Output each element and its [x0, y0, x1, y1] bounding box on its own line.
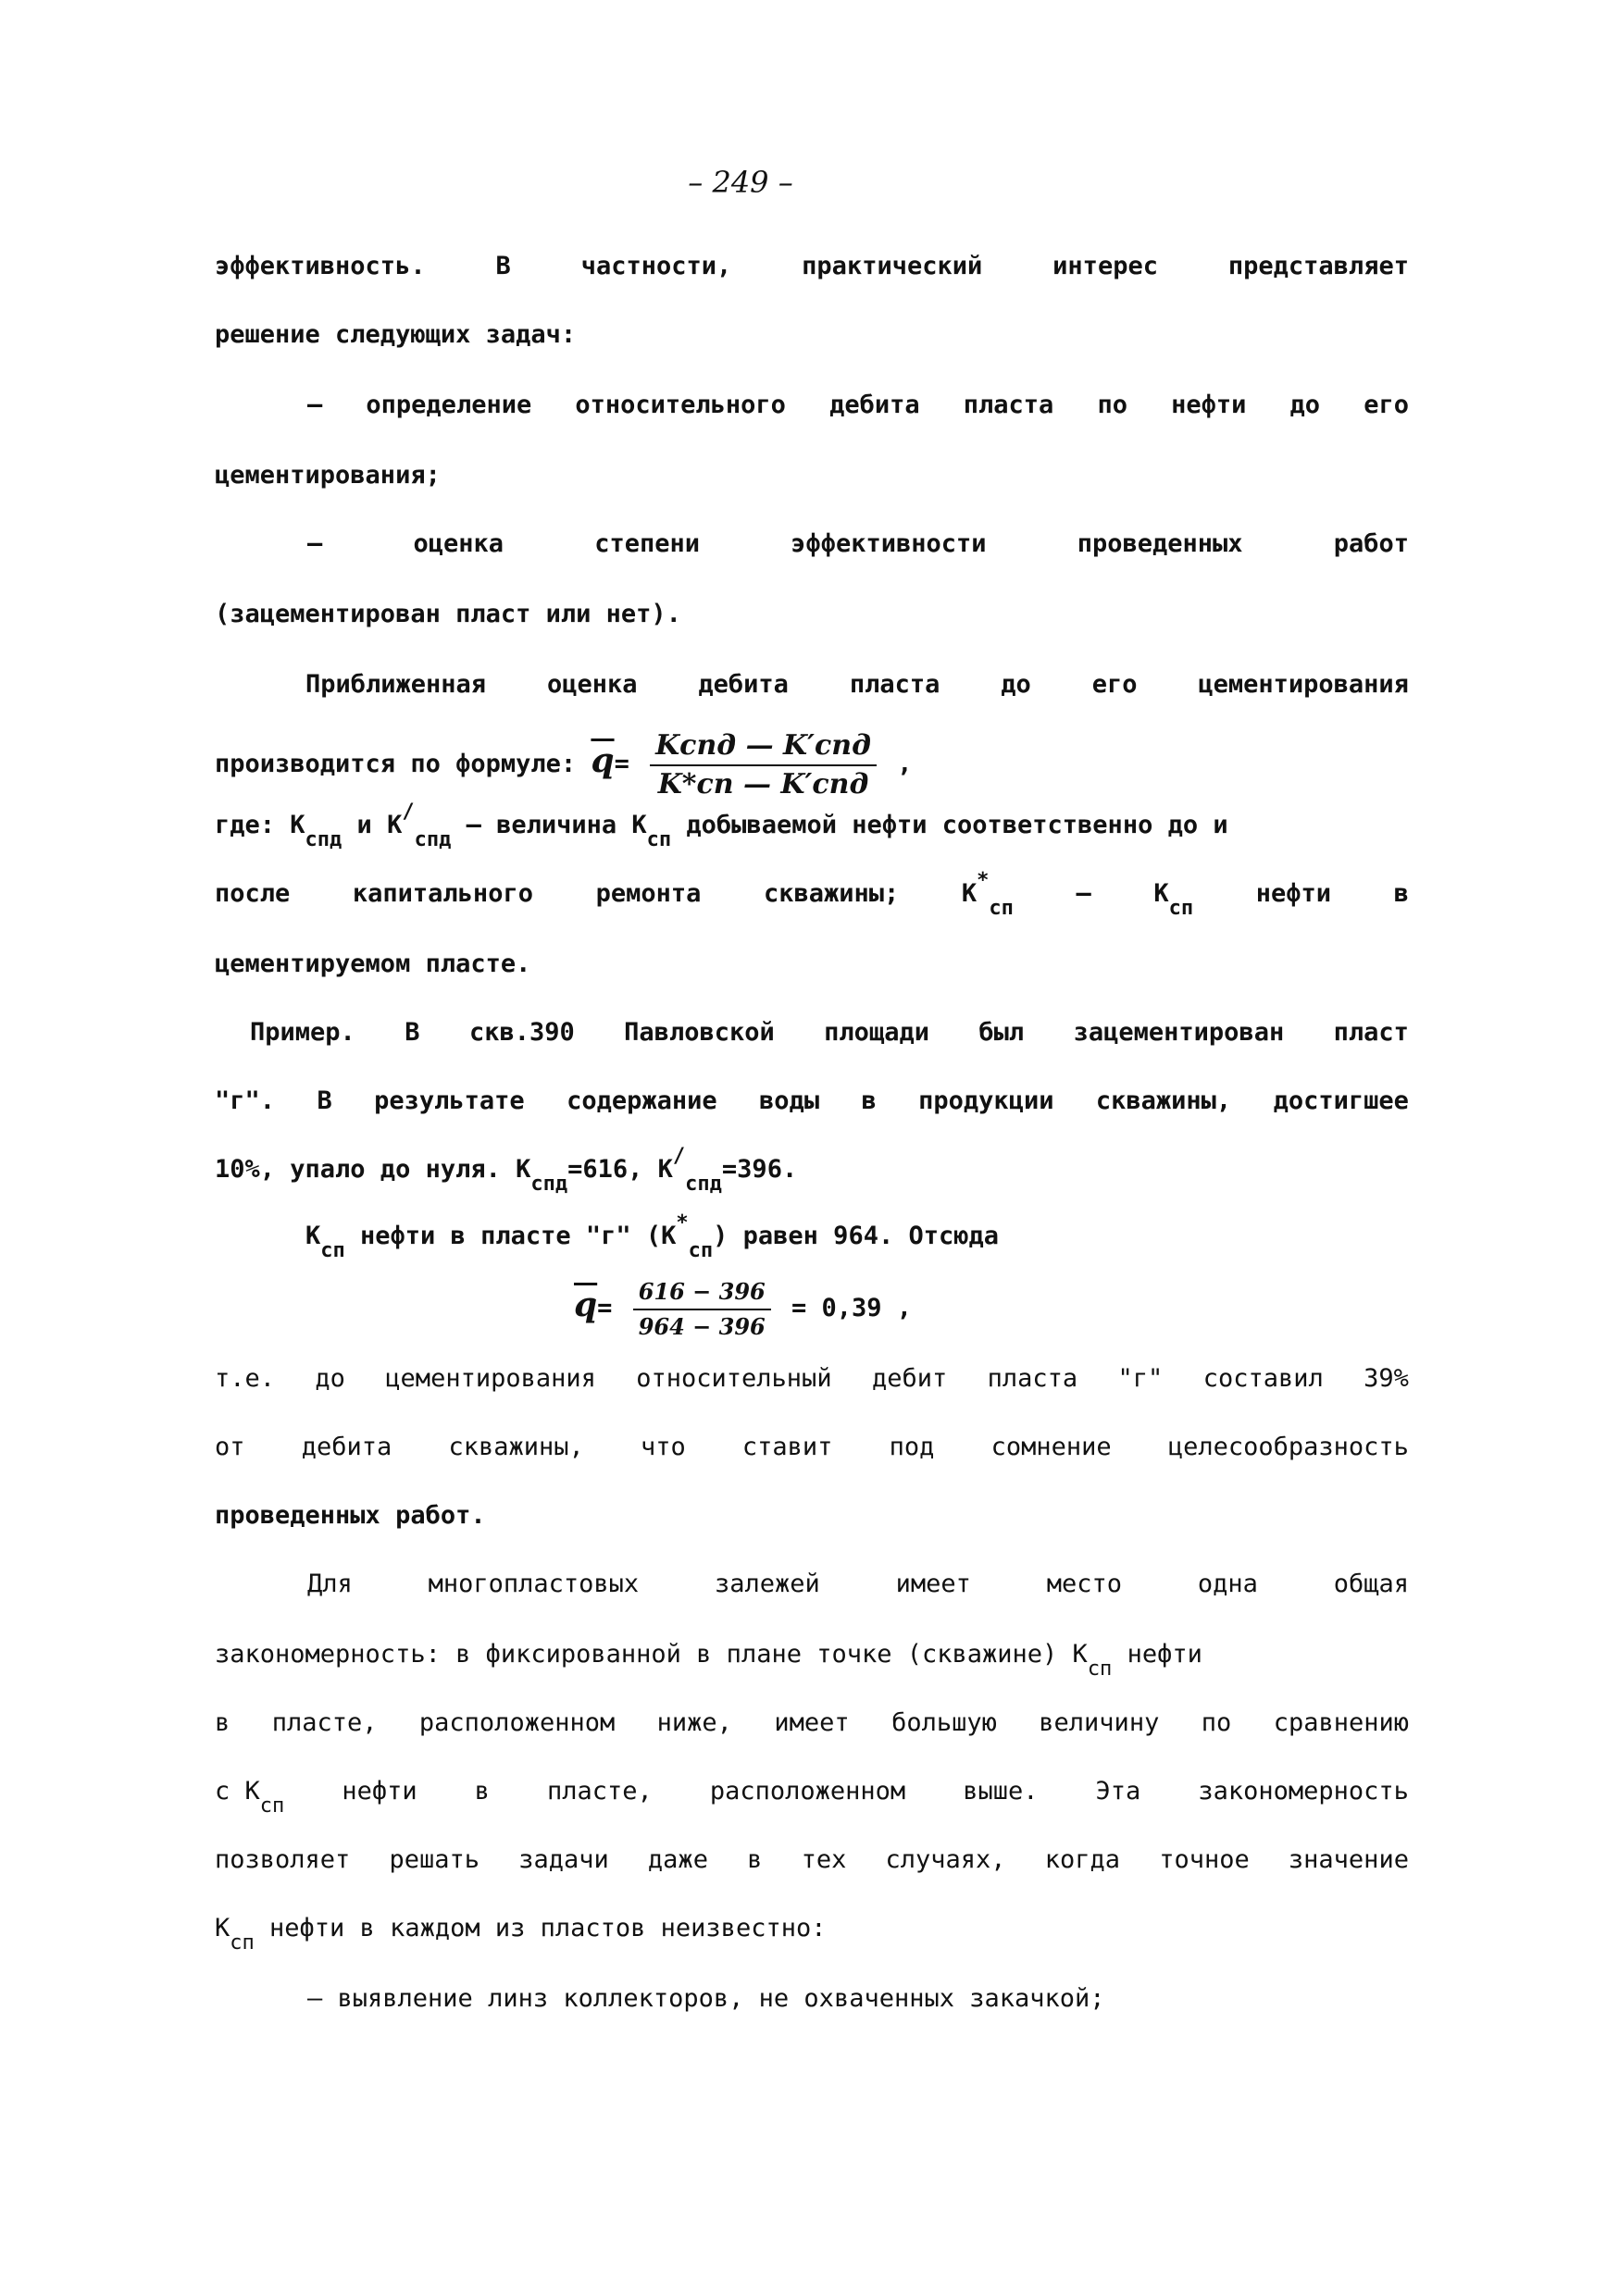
- example-line1: Пример. В скв.390 Павловской площади был зацементирован пласт: [250, 1018, 1409, 1047]
- formula-fraction: [650, 729, 877, 801]
- q-bar-symbol-calc: $\overline{q}$: [574, 1285, 598, 1324]
- example-line2: "г". В результате содержание воды в продукции скважины, достигшее: [215, 1086, 1409, 1115]
- bullet2-line2: (зацементирован пласт или нет).: [215, 600, 681, 628]
- para1-line2: решение следующих задач:: [215, 320, 577, 349]
- example-line3: 10%, упало до нуля. $K_{спд}=616$, $K^/_{спд}=396$.: [215, 1145, 798, 1196]
- formula-denominator: K*сп — K′спд: [657, 767, 869, 800]
- approx-line1: Приближенная оценка дебита пласта до его цементирования: [305, 670, 1409, 699]
- example-line4: $K_{сп}$ нефти в пласте "г" $(K^*_{сп})$ равен 964. Отсюда: [305, 1211, 999, 1262]
- bullet1-line1: – определение относительного дебита пласта по нефти до его: [307, 391, 1409, 419]
- multilayer-line4: с Kсп нефти в пласте, расположенном выше. Эта закономерность: [215, 1777, 1409, 1818]
- multilayer-line5: позволяет решать задачи даже в тех случаях, когда точное значение: [215, 1845, 1409, 1874]
- formula-numerator: Kспд — K′спд: [650, 729, 877, 766]
- page-number: – 249 –: [688, 165, 793, 200]
- example-calc: $\overline{q}=$ $\frac{616 - 396}{964 - 396}$ = 0,39 ,: [574, 1277, 913, 1340]
- multilayer-line6: $K_{сп}$ нефти в каждом из пластов неизвестно:: [215, 1914, 827, 1955]
- where-line2: после капитального ремонта скважины; K*сп — Kсп нефти в: [215, 869, 1409, 920]
- approx-formula-line: производится по формуле: $\overline{q}=$ $\frac{\text{Kспд — K′спд}}{\text{K*сп — K′спд}}$ ,: [215, 728, 913, 800]
- bullet2-line1: – оценка степени эффективности проведенных работ: [307, 529, 1409, 558]
- conclusion-line2: от дебита скважины, что ставит под сомнение целесообразность: [215, 1433, 1409, 1461]
- multilayer-line7: – выявление линз коллекторов, не охваченных закачкой;: [307, 1984, 1105, 2013]
- para1-line1: эффективность. В частности, практический интерес представляет: [215, 252, 1409, 280]
- conclusion-line1: т.е. до цементирования относительный дебит пласта "г" составил 39%: [215, 1364, 1409, 1393]
- where-line3: цементируемом пласте.: [215, 949, 531, 978]
- multilayer-line1: Для многопластовых залежей имеет место одна общая: [307, 1570, 1409, 1598]
- calc-fraction: [633, 1277, 771, 1342]
- multilayer-line3: в пласте, расположенном ниже, имеет большую величину по сравнению: [215, 1708, 1409, 1737]
- conclusion-line3: проведенных работ.: [215, 1501, 486, 1530]
- where-line1: где: $K_{спд}$ и $K^/_{спд}$ – величина $K_{сп}$ добываемой нефти соответственно до и: [215, 800, 1228, 851]
- calc-denominator: 964 − 396: [638, 1312, 766, 1340]
- multilayer-line2: закономерность: в фиксированной в плане точке (скважине) $K_{сп}$ нефти: [215, 1640, 1202, 1681]
- q-bar-symbol: $\overline{q}$: [591, 741, 615, 780]
- calc-numerator: 616 − 396: [633, 1277, 771, 1310]
- bullet1-line2: цементирования;: [215, 461, 441, 490]
